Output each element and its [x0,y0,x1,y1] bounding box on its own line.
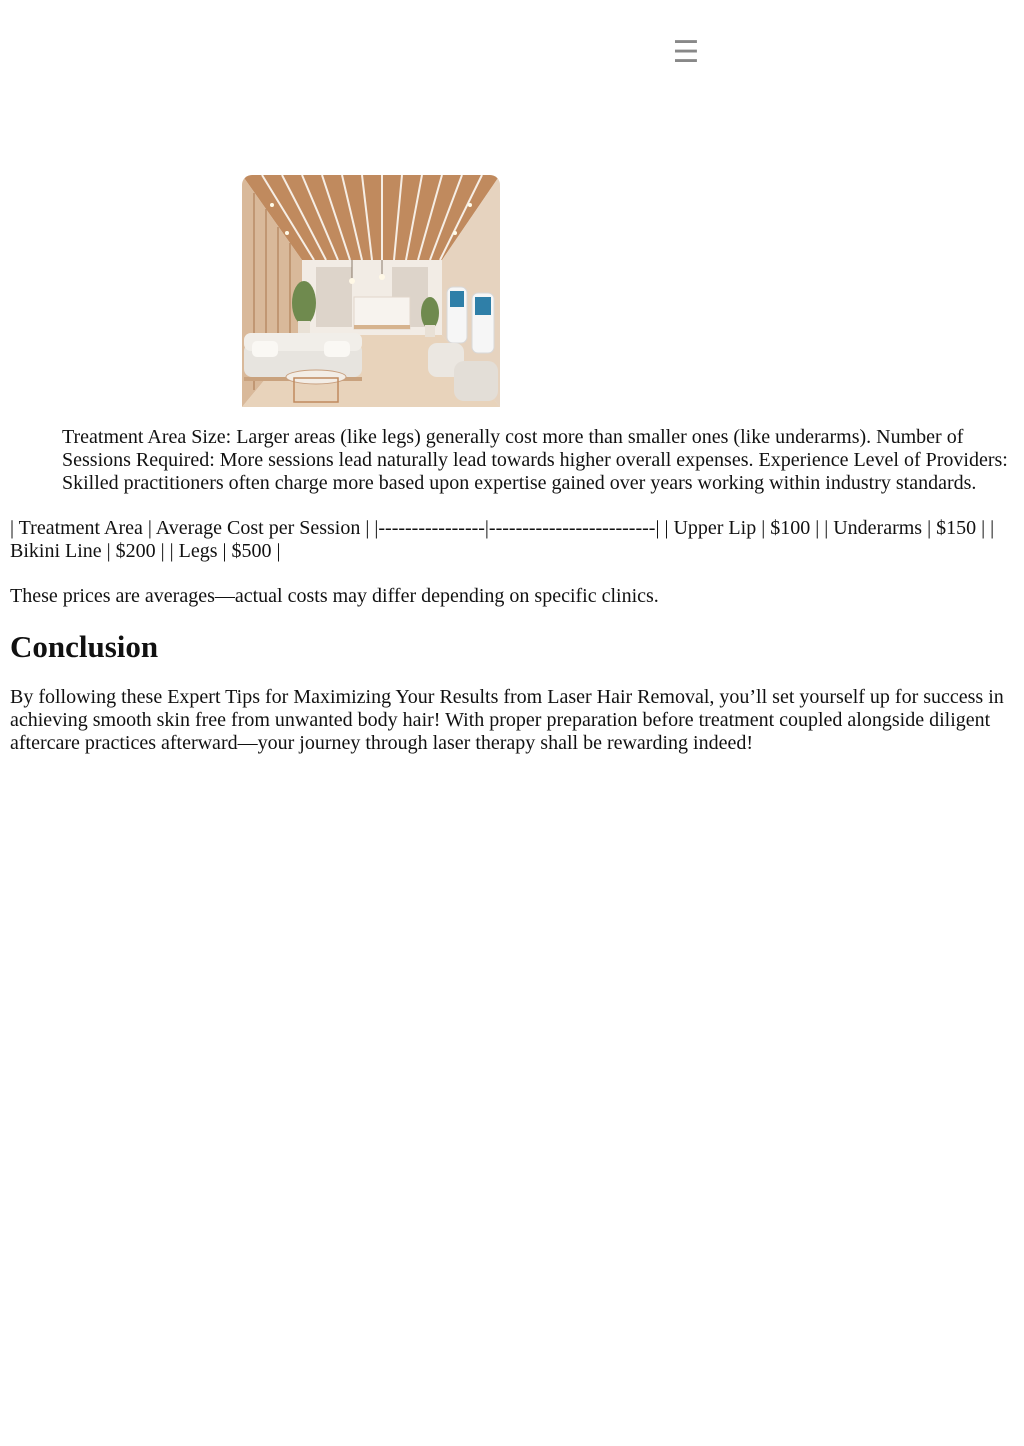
conclusion-heading: Conclusion [10,629,159,664]
price-disclaimer: These prices are averages—actual costs may differ depending on specific clinics. [10,585,659,607]
pricing-table-markdown: | Treatment Area | Average Cost per Session | |----------------|-------------------------| | Upper Lip | $100 | | Underarms | $150 | | Bikini Line | $200 | | Legs | $500 | [10,517,995,562]
conclusion-paragraph: By following these Expert Tips for Maximizing Your Results from Laser Hair Removal, you’ll set yourself up for success in achieving smooth skin free from unwanted body hair! With proper preparation before treatment coupled alongside diligent aftercare practices afterward—your journey through laser therapy shall be rewarding indeed! [10,686,1004,754]
hamburger-menu-icon[interactable]: ☰ [672,35,700,70]
clinic-interior-image [242,175,500,407]
cost-factors-list [62,426,1014,495]
article-body [10,426,1014,755]
cost-factors-text: Treatment Area Size: Larger areas (like legs) generally cost more than smaller ones (like underarms). Number of Sessions Required: More sessions lead naturally lead towards higher overall expenses. Experience Level of Providers: Skilled practitioners often charge more based upon expertise gained over years working within industry standards. [62,426,1008,494]
